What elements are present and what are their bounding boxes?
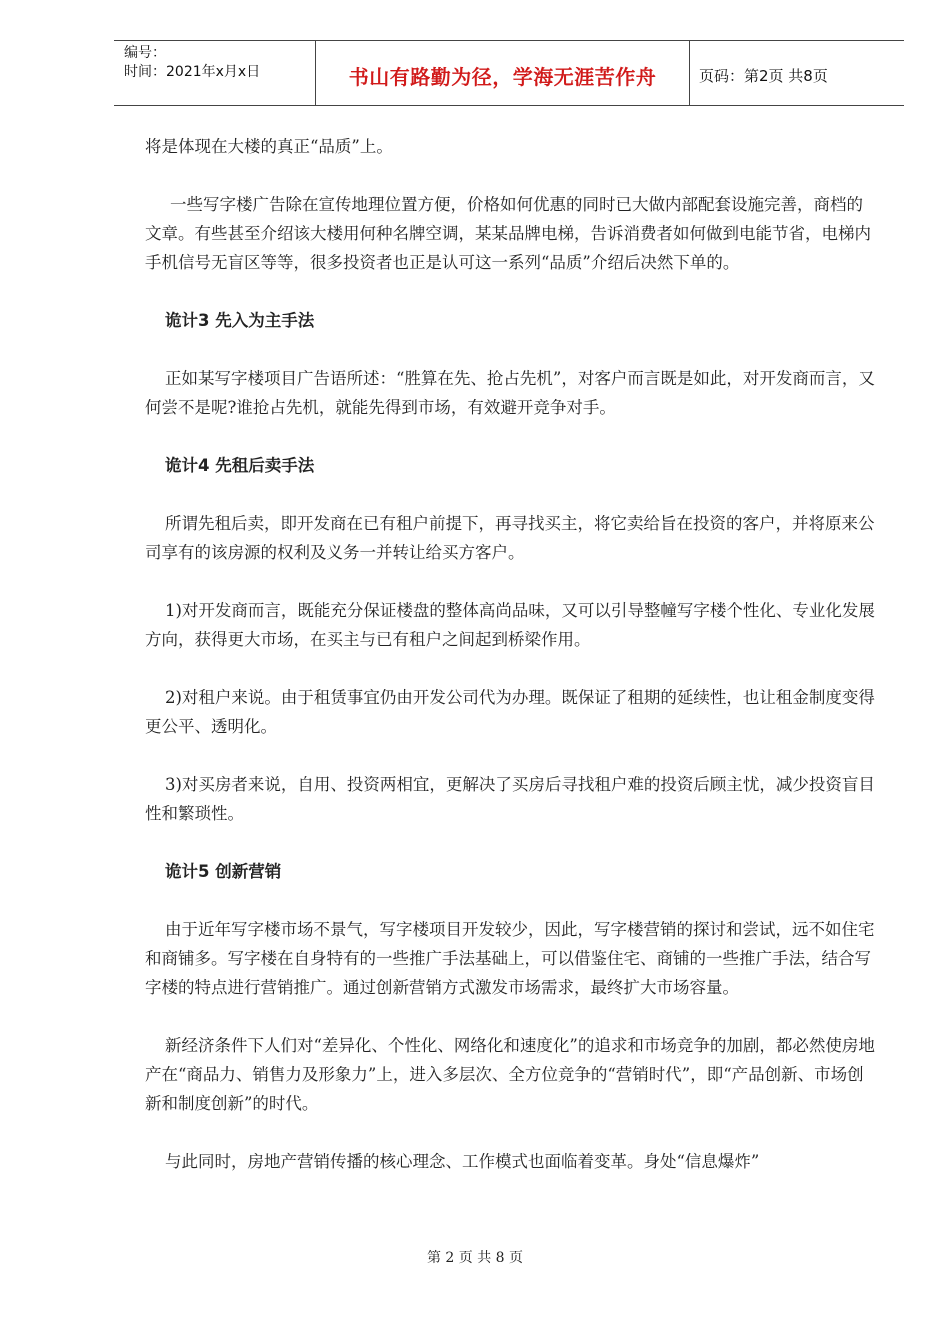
paragraph: 由于近年写字楼市场不景气，写字楼项目开发较少，因此，写字楼营销的探讨和尝试，远不如住宅和商铺多。写字楼在自身特有的一些推广手法基础上，可以借鉴住宅、商铺的一些推广手法，结合写字楼的特点进行营销推广。通过创新营销方式激发市场需求，最终扩大市场容量。 [145, 920, 875, 997]
paragraph: 1)对开发商而言，既能充分保证楼盘的整体高尚品味，又可以引导整幢写字楼个性化、专业化发展方向，获得更大市场，在买主与已有租户之间起到桥梁作用。 [145, 601, 875, 649]
document-body [145, 132, 875, 1205]
section-heading: 诡计4 先租后卖手法 [165, 456, 315, 475]
paragraph: 一些写字楼广告除在宣传地理位置方便，价格如何优惠的同时已大做内部配套设施完善，商档的文章。有些甚至介绍该大楼用何种名牌空调，某某品牌电梯，告诉消费者如何做到电能节省，电梯内手机信号无盲区等等，很多投资者也正是认可这一系列“品质”介绍后决然下单的。 [145, 195, 871, 272]
header-page-info: 页码：第2页 共8页 [699, 67, 828, 85]
paragraph: 与此同时，房地产营销传播的核心理念、工作模式也面临着变革。身处“信息爆炸” [165, 1152, 760, 1171]
header-info [124, 44, 260, 82]
header-divider [689, 41, 690, 105]
header-motto: 书山有路勤为径，学海无涯苦作舟 [348, 65, 657, 89]
paragraph: 2)对租户来说。由于租赁事宜仍由开发公司代为办理。既保证了租期的延续性，也让租金制度变得更公平、透明化。 [145, 688, 875, 736]
paragraph: 新经济条件下人们对“差异化、个性化、网络化和速度化”的追求和市场竞争的加剧，都必然使房地产在“商品力、销售力及形象力”上，进入多层次、全方位竞争的“营销时代”，即“产品创新、市场创新和制度创新”的时代。 [145, 1036, 875, 1113]
paragraph: 将是体现在大楼的真正“品质”上。 [145, 137, 393, 156]
serial-number-label: 编号： [124, 45, 166, 61]
paragraph: 3)对买房者来说，自用、投资两相宜，更解决了买房后寻找租户难的投资后顾主忧，减少投资盲目性和繁琐性。 [145, 775, 875, 823]
paragraph: 正如某写字楼项目广告语所述：“胜算在先、抢占先机”，对客户而言既是如此，对开发商而言，又何尝不是呢?谁抢占先机，就能先得到市场，有效避开竞争对手。 [145, 369, 875, 417]
time-label: 时间：2021年x月x日 [124, 64, 261, 80]
page-header [114, 40, 904, 106]
paragraph: 所谓先租后卖，即开发商在已有租户前提下，再寻找买主，将它卖给旨在投资的客户，并将原来公司享有的该房源的权利及义务一并转让给买方客户。 [145, 514, 875, 562]
section-heading: 诡计5 创新营销 [165, 862, 282, 881]
section-heading: 诡计3 先入为主手法 [165, 311, 315, 330]
page-footer: 第 2 页 共 8 页 [426, 1250, 524, 1266]
